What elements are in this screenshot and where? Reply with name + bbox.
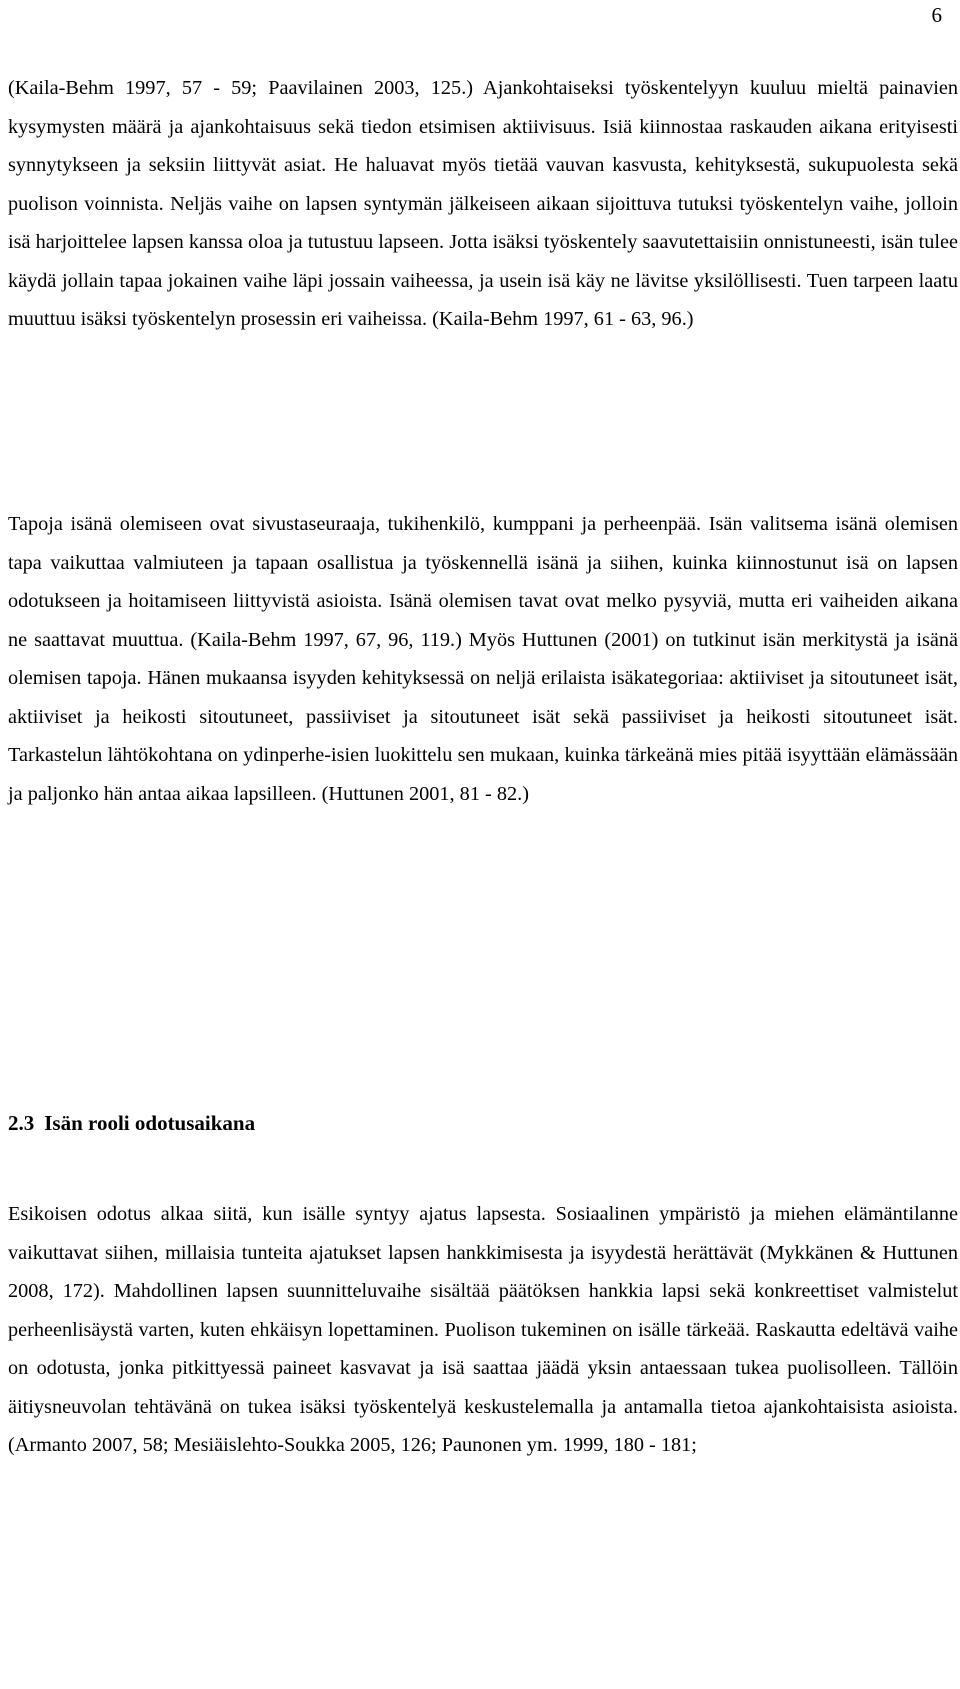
section-title: Isän rooli odotusaikana bbox=[44, 1111, 256, 1135]
page-number: 6 bbox=[931, 3, 942, 27]
section-number: 2.3 bbox=[8, 1111, 35, 1135]
body-paragraph-1: (Kaila-Behm 1997, 57 - 59; Paavilainen 2003, 125.) Ajankohtaiseksi työskentelyyn kuuluu mieltä painavien kysymysten määrä ja ajankohtaisuus sekä tiedon etsimisen aktiivisuus. Isiä kiinnostaa raskauden aikana erityisesti synnytykseen ja seksiin liittyvät asiat. He haluavat myös tietää vauvan kasvusta, kehityksestä, sukupuolesta sekä puolison voinnista. Neljäs vaihe on lapsen syntymän jälkeiseen aikaan sijoittuva tutuksi työskentelyn vaihe, jolloin isä harjoittelee lapsen kanssa oloa ja tutustuu lapseen. Jotta isäksi työskentely saavutettaisiin onnistuneesti, isän tulee käydä jollain tapaa jokainen vaihe läpi jossain vaiheessa, ja usein isä käy ne lävitse yksilöllisesti. Tuen tarpeen laatu muuttuu isäksi työskentelyn prosessin eri vaiheissa. (Kaila-Behm 1997, 61 - 63, 96.) bbox=[8, 77, 958, 330]
body-paragraph-2: Tapoja isänä olemiseen ovat sivustaseuraaja, tukihenkilö, kumppani ja perheenpää. Isän valitsema isänä olemisen tapa vaikuttaa valmiuteen ja tapaan osallistua ja työskennellä isänä ja siihen, kuinka kiinnostunut isä on lapsen odotukseen ja hoitamiseen liittyvistä asioista. Isänä olemisen tavat ovat melko pysyviä, mutta eri vaiheiden aikana ne saattavat muuttua. (Kaila-Behm 1997, 67, 96, 119.) Myös Huttunen (2001) on tutkinut isän merkitystä ja isänä olemisen tapoja. Hänen mukaansa isyyden kehityksessä on neljä erilaista isäkategoriaa: aktiiviset ja sitoutuneet isät, aktiiviset ja heikosti sitoutuneet, passiiviset ja sitoutuneet isät sekä passiiviset ja heikosti sitoutuneet isät. Tarkastelun lähtökohtana on ydinperhe-isien luokittelu sen mukaan, kuinka tärkeänä mies pitää isyyttään elämässään ja paljonko hän antaa aikaa lapsilleen. (Huttunen 2001, 81 - 82.) bbox=[8, 513, 958, 805]
body-paragraph-3: Esikoisen odotus alkaa siitä, kun isälle syntyy ajatus lapsesta. Sosiaalinen ympäristö ja miehen elämäntilanne vaikuttavat siihen, millaisia tunteita ajatukset lapsen hankkimisesta ja isyydestä herättävät (Mykkänen & Huttunen 2008, 172). Mahdollinen lapsen suunnitteluvaihe sisältää päätöksen hankkia lapsi sekä konkreettiset valmistelut perheenlisäystä varten, kuten ehkäisyn lopettaminen. Puolison tukeminen on isälle tärkeää. Raskautta edeltävä vaihe on odotusta, jonka pitkittyessä paineet kasvavat ja isä saattaa jäädä yksin antaessaan tukea puolisolleen. Tällöin äitiysneuvolan tehtävänä on tukea isäksi työskentelyä keskustelemalla ja antamalla tietoa ajankohtaisista asioista. (Armanto 2007, 58; Mesiäislehto-Soukka 2005, 126; Paunonen ym. 1999, 180 - 181; bbox=[8, 1203, 958, 1456]
section-heading bbox=[8, 1108, 255, 1138]
